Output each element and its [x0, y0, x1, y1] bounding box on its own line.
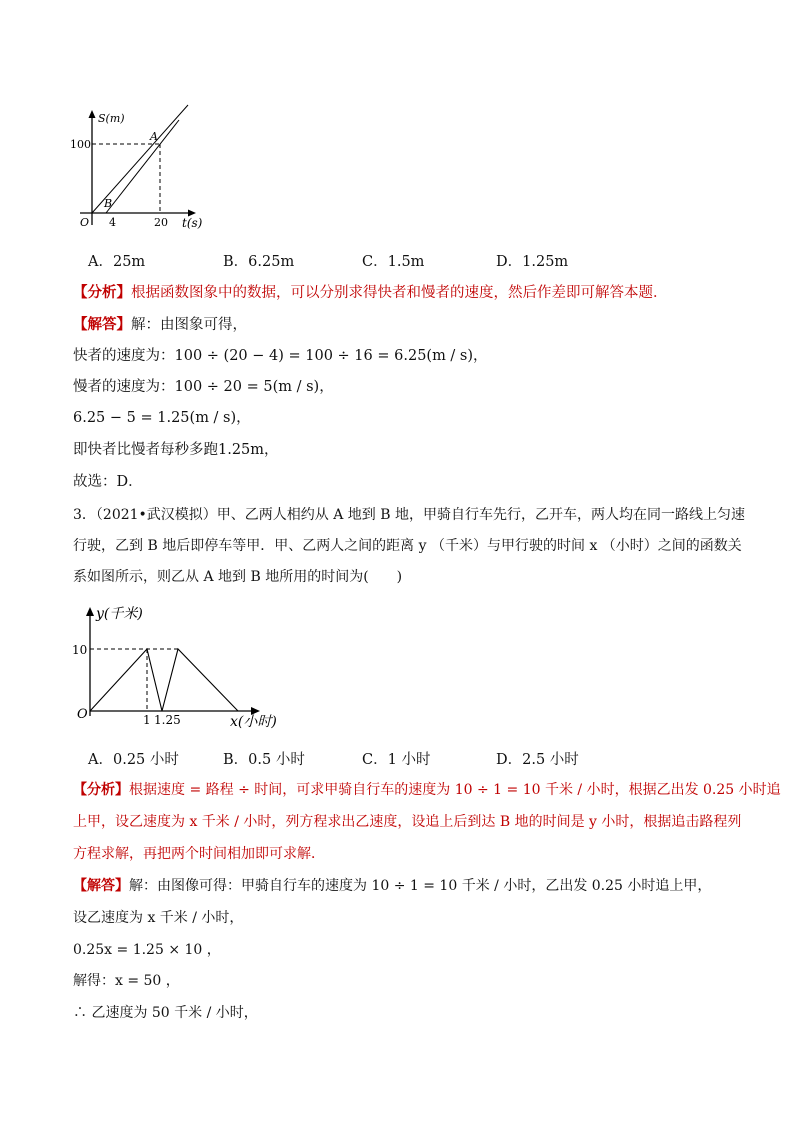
q2-solution-line-1 — [73, 315, 247, 335]
figure1-point-a: A — [150, 130, 158, 143]
q3-analysis-text-1: 根据速度 = 路程 ÷ 时间，可求甲骑自行车的速度为 10 ÷ 1 = 10 千米 / 小时，根据乙出发 0.25 小时追 — [129, 782, 781, 798]
figure1-x-tick-20: 20 — [154, 216, 168, 229]
figure2-x-label: x(小时) — [230, 714, 277, 730]
q3-option-c-text: 1 小时 — [387, 752, 431, 768]
figure2-y-tick: 10 — [72, 643, 88, 657]
figure2-y-arrow — [86, 607, 94, 616]
q2-solution-line-5: 即快者比慢者每秒多跑1.25m， — [73, 442, 279, 458]
q3-option-d[interactable] — [496, 748, 579, 769]
figure1-x-label: t(s) — [182, 216, 203, 230]
q3-option-a-text: 0.25 小时 — [112, 752, 179, 768]
q3-solution-line-4: 解得：x = 50 ， — [73, 973, 180, 989]
q2-option-b-text: 6.25m — [248, 254, 295, 270]
figure-distance-between-graph — [70, 598, 290, 733]
q3-solution-line-2: 设乙速度为 x 千米 / 小时， — [73, 910, 244, 926]
figure1-y-arrow — [89, 110, 96, 118]
figure2-graph-line — [90, 649, 238, 711]
q3-option-b-text: 0.5 小时 — [248, 752, 305, 768]
q2-solution-tag: 【解答】 — [73, 316, 131, 333]
q2-option-d[interactable] — [496, 250, 568, 271]
q2-solution-line-6: 故选：D． — [73, 474, 143, 490]
q3-option-b-letter: B． — [223, 752, 249, 768]
q3-option-a-letter: A． — [88, 752, 113, 768]
q3-analysis-tag: 【分析】 — [73, 782, 129, 798]
q3-stem-line-3: 系如图所示，则乙从 A 地到 B 地所用的时间为( ) — [73, 569, 403, 585]
figure-distance-time-graph — [60, 100, 220, 235]
q3-solution-line-3: 0.25x = 1.25 × 10 ， — [73, 942, 221, 958]
q2-analysis — [73, 283, 668, 303]
figure2-origin: O — [77, 707, 88, 722]
figure1-y-tick: 100 — [70, 138, 91, 151]
q3-solution-tag: 【解答】 — [73, 878, 129, 894]
q2-option-b-letter: B． — [223, 254, 249, 270]
q3-solution-line-1 — [73, 876, 711, 896]
q2-analysis-tag: 【分析】 — [73, 284, 131, 301]
figure1-y-label: S(m) — [98, 112, 125, 125]
q3-option-c[interactable] — [362, 748, 430, 769]
q2-option-c-text: 1.5m — [387, 254, 425, 270]
q3-option-c-letter: C． — [362, 752, 388, 768]
figure1-point-b: B — [104, 197, 113, 210]
q3-analysis-line-3: 方程求解，再把两个时间相加即可求解． — [73, 846, 325, 862]
q2-option-b[interactable] — [223, 250, 294, 271]
q2-solution-line-2: 快者的速度为：100 ÷ (20 − 4) = 100 ÷ 16 = 6.25(m / s)， — [73, 348, 488, 364]
q3-stem-line-2: 行驶，乙到 B 地后即停车等甲．甲、乙两人之间的距离 y （千米）与甲行驶的时间 x （小时）之间的函数关 — [73, 538, 742, 554]
q3-option-d-letter: D． — [496, 752, 523, 768]
q3-analysis-line-2: 上甲，设乙速度为 x 千米 / 小时，列方程求出乙速度，设追上后到达 B 地的时间是 y 小时，根据追击路程列 — [73, 814, 742, 830]
q2-option-a-letter: A． — [88, 254, 113, 270]
q2-option-a[interactable] — [88, 250, 145, 271]
q2-analysis-text: 根据函数图象中的数据，可以分别求得快者和慢者的速度，然后作差即可解答本题． — [131, 285, 668, 301]
figure1-fast-line — [106, 120, 179, 213]
q2-option-d-text: 1.25m — [522, 254, 569, 270]
q2-solution-line-4: 6.25 − 5 = 1.25(m / s)， — [73, 410, 251, 426]
q2-option-d-letter: D． — [496, 254, 523, 270]
q3-option-b[interactable] — [223, 748, 305, 769]
q2-option-a-text: 25m — [112, 254, 146, 270]
q3-option-a[interactable] — [88, 748, 179, 769]
q3-stem-line-1: 3．（2021•武汉模拟）甲、乙两人相约从 A 地到 B 地，甲骑自行车先行，乙开车，两人均在同一路线上匀速 — [73, 507, 745, 523]
q2-solution-text-1: 解：由图象可得， — [131, 317, 247, 333]
q3-solution-line-5: ∴ 乙速度为 50 千米 / 小时， — [73, 1005, 258, 1021]
q2-option-c[interactable] — [362, 250, 424, 271]
q3-analysis-line-1 — [73, 780, 781, 800]
q3-option-d-text: 2.5 小时 — [522, 752, 579, 768]
figure1-x-tick-4: 4 — [109, 216, 116, 229]
q2-solution-line-3: 慢者的速度为：100 ÷ 20 = 5(m / s)， — [73, 379, 334, 395]
figure1-origin: O — [80, 216, 90, 229]
figure2-x-tick-125: 1.25 — [154, 713, 181, 727]
q2-option-c-letter: C． — [362, 254, 388, 270]
q3-solution-text-1: 解：由图像可得：甲骑自行车的速度为 10 ÷ 1 = 10 千米 / 小时，乙出发 0.25 小时追上甲， — [129, 878, 712, 894]
figure2-y-label: y(千米) — [96, 606, 143, 622]
figure2-x-tick-1: 1 — [143, 713, 151, 727]
